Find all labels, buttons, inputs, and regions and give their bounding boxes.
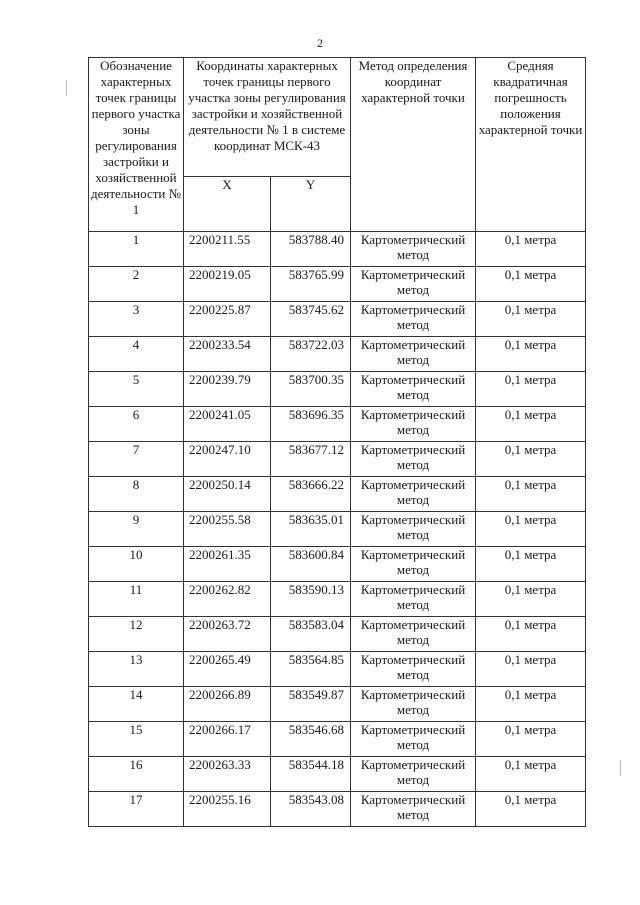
y-coordinate-cell: 583765.99 <box>271 267 351 302</box>
header-y: Y <box>271 177 351 232</box>
point-number-cell: 11 <box>89 582 184 617</box>
error-cell: 0,1 метра <box>476 722 586 757</box>
x-coordinate-cell: 2200250.14 <box>184 477 271 512</box>
y-coordinate-cell: 583543.08 <box>271 792 351 827</box>
table-row <box>89 337 586 372</box>
x-coordinate-cell: 2200239.79 <box>184 372 271 407</box>
y-coordinate-cell: 583590.13 <box>271 582 351 617</box>
table-row <box>89 687 586 722</box>
point-number-cell: 9 <box>89 512 184 547</box>
point-number-cell: 14 <box>89 687 184 722</box>
method-cell: Картометрический метод <box>351 757 476 792</box>
x-coordinate-cell: 2200255.58 <box>184 512 271 547</box>
point-number-cell: 8 <box>89 477 184 512</box>
table-row <box>89 582 586 617</box>
point-number-cell: 17 <box>89 792 184 827</box>
table-row <box>89 757 586 792</box>
method-cell: Картометрический метод <box>351 372 476 407</box>
error-cell: 0,1 метра <box>476 372 586 407</box>
header-x: X <box>184 177 271 232</box>
y-coordinate-cell: 583546.68 <box>271 722 351 757</box>
page-number: 2 <box>317 36 323 50</box>
x-coordinate-cell: 2200211.55 <box>184 232 271 267</box>
y-coordinate-cell: 583583.04 <box>271 617 351 652</box>
method-cell: Картометрический метод <box>351 617 476 652</box>
y-coordinate-cell: 583696.35 <box>271 407 351 442</box>
y-coordinate-cell: 583564.85 <box>271 652 351 687</box>
method-cell: Картометрический метод <box>351 547 476 582</box>
x-coordinate-cell: 2200219.05 <box>184 267 271 302</box>
method-cell: Картометрический метод <box>351 302 476 337</box>
x-coordinate-cell: 2200263.72 <box>184 617 271 652</box>
x-coordinate-cell: 2200261.35 <box>184 547 271 582</box>
y-coordinate-cell: 583745.62 <box>271 302 351 337</box>
y-coordinate-cell: 583666.22 <box>271 477 351 512</box>
method-cell: Картометрический метод <box>351 512 476 547</box>
error-cell: 0,1 метра <box>476 442 586 477</box>
table-row <box>89 372 586 407</box>
header-coordinates: Координаты характерных точек границы первого участка зоны регулирования застройки и хозяйственной деятельности № 1 в системе координат МСК-43 <box>184 58 351 177</box>
header-method: Метод определения координат характерной точки <box>351 58 476 232</box>
y-coordinate-cell: 583788.40 <box>271 232 351 267</box>
table-header-row <box>89 58 586 177</box>
y-coordinate-cell: 583700.35 <box>271 372 351 407</box>
table-row <box>89 477 586 512</box>
error-cell: 0,1 метра <box>476 512 586 547</box>
table-row <box>89 267 586 302</box>
margin-mark-right <box>620 760 621 776</box>
x-coordinate-cell: 2200265.49 <box>184 652 271 687</box>
method-cell: Картометрический метод <box>351 232 476 267</box>
error-cell: 0,1 метра <box>476 302 586 337</box>
table-row <box>89 617 586 652</box>
point-number-cell: 13 <box>89 652 184 687</box>
error-cell: 0,1 метра <box>476 407 586 442</box>
point-number-cell: 4 <box>89 337 184 372</box>
table-row <box>89 232 586 267</box>
error-cell: 0,1 метра <box>476 267 586 302</box>
point-number-cell: 6 <box>89 407 184 442</box>
x-coordinate-cell: 2200233.54 <box>184 337 271 372</box>
table-row <box>89 652 586 687</box>
point-number-cell: 12 <box>89 617 184 652</box>
point-number-cell: 16 <box>89 757 184 792</box>
method-cell: Картометрический метод <box>351 407 476 442</box>
table-row <box>89 302 586 337</box>
y-coordinate-cell: 583635.01 <box>271 512 351 547</box>
error-cell: 0,1 метра <box>476 687 586 722</box>
table-row <box>89 442 586 477</box>
error-cell: 0,1 метра <box>476 582 586 617</box>
margin-mark-left <box>66 80 67 96</box>
y-coordinate-cell: 583600.84 <box>271 547 351 582</box>
x-coordinate-cell: 2200241.05 <box>184 407 271 442</box>
method-cell: Картометрический метод <box>351 337 476 372</box>
x-coordinate-cell: 2200262.82 <box>184 582 271 617</box>
table-row <box>89 512 586 547</box>
x-coordinate-cell: 2200225.87 <box>184 302 271 337</box>
method-cell: Картометрический метод <box>351 582 476 617</box>
error-cell: 0,1 метра <box>476 617 586 652</box>
y-coordinate-cell: 583722.03 <box>271 337 351 372</box>
error-cell: 0,1 метра <box>476 477 586 512</box>
x-coordinate-cell: 2200255.16 <box>184 792 271 827</box>
point-number-cell: 15 <box>89 722 184 757</box>
header-designation: Обозначение характерных точек границы первого участка зоны регулирования застройки и хозяйственной деятельности № 1 <box>89 58 184 232</box>
table-body <box>89 232 586 827</box>
point-number-cell: 1 <box>89 232 184 267</box>
x-coordinate-cell: 2200247.10 <box>184 442 271 477</box>
point-number-cell: 10 <box>89 547 184 582</box>
table-row <box>89 407 586 442</box>
y-coordinate-cell: 583677.12 <box>271 442 351 477</box>
coordinates-table <box>88 57 586 827</box>
error-cell: 0,1 метра <box>476 792 586 827</box>
method-cell: Картометрический метод <box>351 792 476 827</box>
point-number-cell: 5 <box>89 372 184 407</box>
method-cell: Картометрический метод <box>351 442 476 477</box>
table-row <box>89 547 586 582</box>
header-error: Средняя квадратичная погрешность положения характерной точки <box>476 58 586 232</box>
method-cell: Картометрический метод <box>351 477 476 512</box>
y-coordinate-cell: 583544.18 <box>271 757 351 792</box>
x-coordinate-cell: 2200266.89 <box>184 687 271 722</box>
error-cell: 0,1 метра <box>476 757 586 792</box>
error-cell: 0,1 метра <box>476 652 586 687</box>
point-number-cell: 3 <box>89 302 184 337</box>
method-cell: Картометрический метод <box>351 722 476 757</box>
method-cell: Картометрический метод <box>351 267 476 302</box>
error-cell: 0,1 метра <box>476 337 586 372</box>
x-coordinate-cell: 2200266.17 <box>184 722 271 757</box>
table-row <box>89 722 586 757</box>
error-cell: 0,1 метра <box>476 547 586 582</box>
y-coordinate-cell: 583549.87 <box>271 687 351 722</box>
method-cell: Картометрический метод <box>351 687 476 722</box>
table-row <box>89 792 586 827</box>
point-number-cell: 2 <box>89 267 184 302</box>
method-cell: Картометрический метод <box>351 652 476 687</box>
x-coordinate-cell: 2200263.33 <box>184 757 271 792</box>
point-number-cell: 7 <box>89 442 184 477</box>
error-cell: 0,1 метра <box>476 232 586 267</box>
